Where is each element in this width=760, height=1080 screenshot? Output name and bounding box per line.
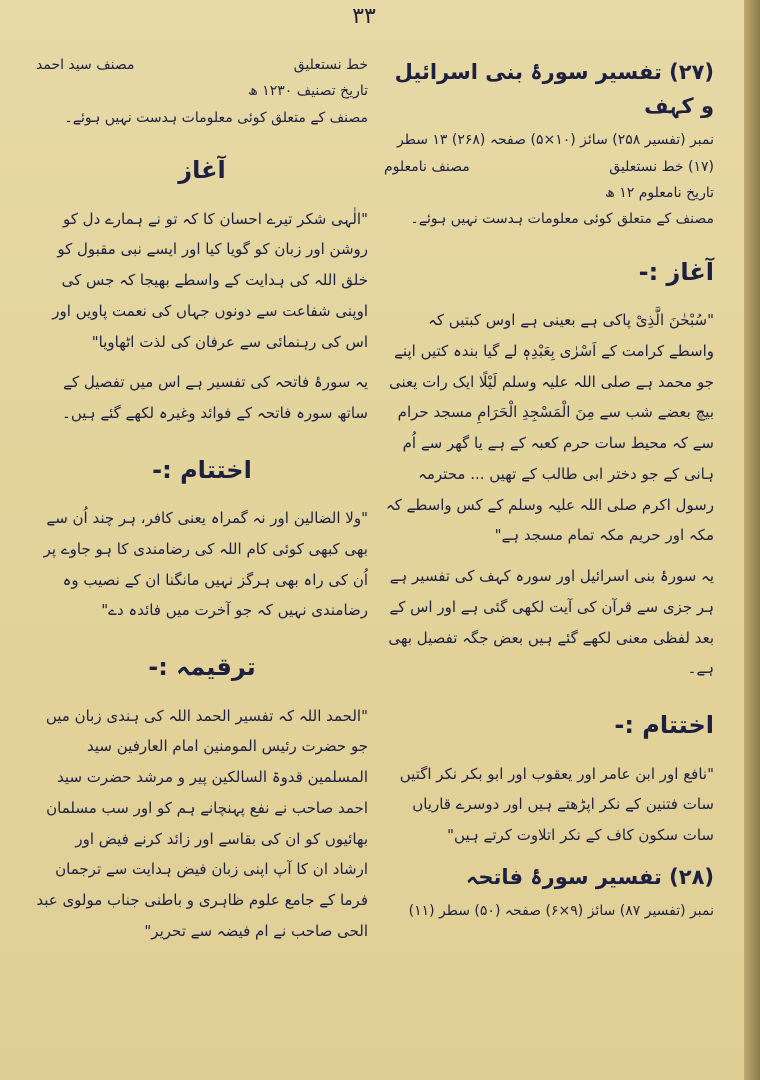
entry-prev-description: یہ سورۂ فاتحہ کی تفسیر ہے اس میں تفصیل کے ساتھ سورہ فاتحہ کے فوائد وغیرہ لکھے گئے ہیں۔ <box>62 373 368 423</box>
entry-prev-start-text: "الٰہی شکر تیرے احسان کا کہ تو نے ہمارے دل کو روشن اور زبان کو گویا کیا اور ایسے نبی مقبول کو خلق اللہ کی ہدایت کے واسطے بھیجا کہ جس کی اوپنی شفاعت سے دونوں جہاں کی نعمت پاویں اور اس کی رہنمائی سے عرفان کی لذت اٹھاویا" <box>52 209 368 351</box>
entry-prev-author: مصنف سید احمد <box>36 57 135 73</box>
entry-title-27: (۲۷) تفسیر سورۂ بنی اسرائیل و کہف <box>394 60 714 118</box>
entry-27-date: تاریخ نامعلوم ۱۲ ھ <box>605 184 714 201</box>
entry-27-author-note: مصنف کے متعلق کوئی معلومات ہدست نہیں ہوئے۔ <box>410 211 714 228</box>
entry-prev-start-heading: آغاز <box>178 156 226 185</box>
entry-27-end-text: "نافع اور ابن عامر اور یعقوب اور ابو بکر نکر اگتیں سات فتنین کے نکر اپڑھتے ہیں اور دوسرے قاریاں سات سکون کاف کے نکر اتلاوت کرتے ہیں" <box>399 764 714 845</box>
entry-27-start-text: "سُبْحٰنَ الَّذِیْ پاکی ہے بعینی ہے اوس کبتیں کہ واسطے کرامت کے اَسْرٰی بِعَبْدِہٖ لے گیا بندہ کتیں اپنے جو محمد ہے صلی اللہ علیہ وسلم لَیْلًا ایک رات یعنی بیچ بعضے شب سے مِنَ الْمَسْجِدِ الْحَرَامِ مسجد حرام سے کہ محیط سات حرم کعبہ کے ہے یا گھر سے اُم ہانی کے جو دختر ابی طالب کے تھیں ... محترمہ رسول اکرم صلی اللہ علیہ وسلم کے کس واسطے کہ مکہ اور حریم مکہ تمام مسجد ہے" <box>385 311 714 545</box>
entry-prev-end-heading: اختتام :- <box>152 455 252 484</box>
entry-27-meta-script-author <box>384 156 714 178</box>
book-spine <box>744 0 760 1080</box>
entry-27-description: یہ سورۂ بنی اسرائیل اور سورہ کہف کی تفسیر ہے ہر جزی سے قرآن کی آیت لکھی گئی ہے اور اس کے بعد لفظی معنی لکھے گئے ہیں بعض جگہ تفصیل بھی ہے۔ <box>388 567 714 678</box>
entry-27-author: مصنف نامعلوم <box>384 158 470 175</box>
entry-prev-colophon-text: "الحمد اللہ کہ تفسیر الحمد اللہ کی ہندی زبان میں جو حضرت رئیس المومنین امام العارفین سید المسلمین قدوۃ السالکین پیر و مرشد حضرت سید احمد صاحب نے نفع پہنچانے ہم کو اور سب مسلمان بھائیوں کو ان کی بقاسے اور زائد کرنے فیض اور ارشاد ان کا آپ اپنی زبان فیض ہدایت سے ترجمان فرما کے جامع علوم ظاہری و باطنی جناب مولوی عبد الحی صاحب نے ام فیضہ سے تحریر" <box>36 706 368 940</box>
entry-prev-date: تاریخ تصنیف ۱۲۳۰ ھ <box>247 83 368 100</box>
entry-27-meta-number: نمبر (تفسیر ۲۵۸) سائز (۱۰×۵) صفحہ (۲۶۸) ۱۳ سطر <box>396 132 714 149</box>
page-number: ۳۳ <box>352 4 376 29</box>
entry-prev-author-note: مصنف کے متعلق کوئی معلومات ہدست نہیں ہوئے۔ <box>64 109 368 126</box>
entry-title-28: (۲۸) تفسیر سورۂ فاتحہ <box>466 864 714 889</box>
entry-prev-end-text: "ولا الضالین اور نہ گمراہ یعنی کافر، ہر چند اُن سے بھی کبھی کوئی کام اللہ کی رضامندی کا ہو جاوے پر اُن کی راہ بھی ہرگز نہیں مانگنا ان کے نصیب وہ رضامندی نہیں کہ جو آخرت میں فائدہ دے" <box>43 509 368 620</box>
entry-prev-meta-script-author <box>36 54 368 76</box>
entry-27-script: (۱۷) خط نستعلیق <box>609 158 714 175</box>
entry-28-meta-number: نمبر (تفسیر ۸۷) سائز (۹×۶) صفحہ (۵۰) سطر (۱۱) <box>408 903 714 920</box>
entry-27-end-heading: اختتام :- <box>614 711 714 740</box>
right-column <box>384 50 714 927</box>
entry-prev-colophon-heading: ترقیمہ :- <box>148 653 256 682</box>
entry-prev-script: خط نستعلیق <box>293 57 368 73</box>
left-column <box>36 50 368 957</box>
entry-27-start-heading: آغاز :- <box>638 257 714 286</box>
